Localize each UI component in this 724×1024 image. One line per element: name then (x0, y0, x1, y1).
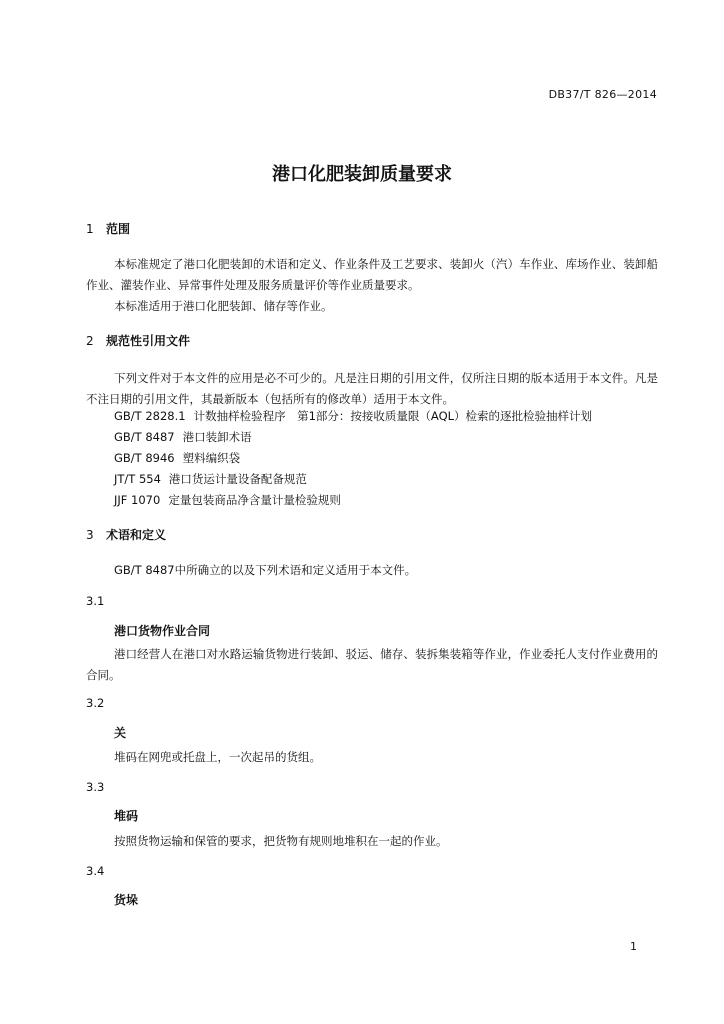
reference-title: 港口货运计量设备配备规范 (168, 472, 307, 486)
section-3-intro: GB/T 8487中所确立的以及下列术语和定义适用于本文件。 (114, 563, 417, 577)
reference-item (114, 408, 592, 424)
reference-code: GB/T 8946 (114, 451, 175, 465)
reference-title: 塑料编织袋 (182, 451, 241, 465)
term-definition: 堆码在网兜或托盘上，一次起吊的货组。 (114, 750, 321, 764)
section-title: 规范性引用文件 (106, 334, 191, 348)
reference-title: 计数抽样检验程序 第1部分：按接收质量限（AQL）检索的逐批检验抽样计划 (193, 409, 593, 423)
section-3-heading (86, 526, 166, 543)
reference-title: 港口装卸术语 (182, 430, 252, 444)
section-1-paragraph-2: 本标准适用于港口化肥装卸、储存等作业。 (114, 299, 333, 313)
section-title: 术语和定义 (106, 528, 167, 542)
term-definition: 港口经营人在港口对水路运输货物进行装卸、驳运、储存、装拆集装箱等作业，作业委托人支付作业费用的合同。 (86, 647, 658, 682)
section-number: 1 (86, 222, 94, 236)
reference-title: 定量包装商品净含量计量检验规则 (168, 493, 341, 507)
term-name: 堆码 (114, 809, 139, 823)
reference-code: GB/T 2828.1 (114, 409, 186, 423)
reference-code: JJF 1070 (114, 493, 161, 507)
term-definition: 按照货物运输和保管的要求，把货物有规则地堆积在一起的作业。 (114, 834, 448, 848)
section-number: 2 (86, 334, 94, 348)
clause-number: 3.3 (86, 780, 105, 794)
reference-code: GB/T 8487 (114, 430, 175, 444)
section-2-heading (86, 332, 190, 349)
section-title: 范围 (106, 222, 131, 236)
term-name: 货垛 (114, 893, 139, 907)
reference-item (114, 429, 252, 445)
term-name: 港口货物作业合同 (114, 624, 211, 638)
clause-number: 3.1 (86, 594, 105, 608)
reference-item (114, 450, 240, 466)
section-1-heading (86, 220, 130, 237)
reference-item (114, 471, 307, 487)
term-name: 关 (114, 726, 127, 740)
clause-number: 3.4 (86, 864, 105, 878)
clause-number: 3.2 (86, 696, 105, 710)
section-2-intro: 下列文件对于本文件的应用是必不可少的。凡是注日期的引用文件，仅所注日期的版本适用于本文件。凡是不注日期的引用文件，其最新版本（包括所有的修改单）适用于本文件。 (86, 371, 658, 406)
standard-code: DB37/T 826—2014 (548, 88, 657, 101)
section-number: 3 (86, 528, 94, 542)
page-number: 1 (630, 940, 637, 953)
section-1-paragraph-1: 本标准规定了港口化肥装卸的术语和定义、作业条件及工艺要求、装卸火（汽）车作业、库场作业、装卸船作业、灌装作业、异常事件处理及服务质量评价等作业质量要求。 (86, 257, 658, 292)
document-title: 港口化肥装卸质量要求 (272, 164, 452, 185)
reference-code: JT/T 554 (114, 472, 161, 486)
reference-item (114, 492, 341, 508)
